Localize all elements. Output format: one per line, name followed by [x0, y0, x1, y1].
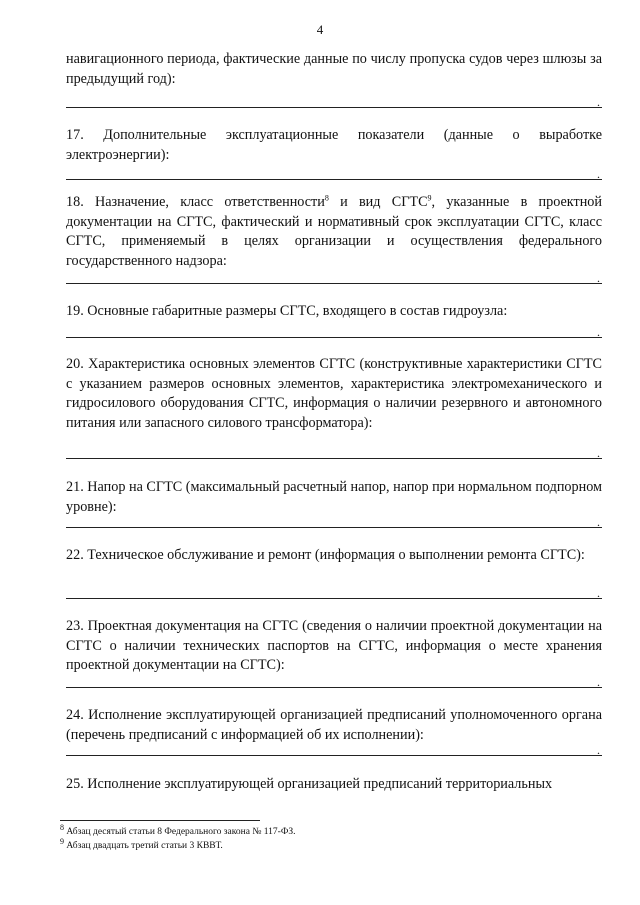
- paragraph-20: 20. Характеристика основных элементов СГТС (конструктивные характеристики СГТС с указанием размеров основных элементов, характеристика электромеханического и гидросилового оборудования СГТС, информация о наличии резервного и автономного питания или запасного силового трансформатора):: [66, 356, 602, 431]
- fill-line: [66, 687, 602, 688]
- paragraph-25: 25. Исполнение эксплуатирующей организацией предписаний территориальных: [66, 776, 553, 792]
- fill-line-end-mark: .: [597, 325, 600, 339]
- fill-line: [66, 283, 602, 284]
- fill-line: [66, 755, 602, 756]
- footnote-ref-8: 8: [324, 193, 329, 203]
- fill-line: [66, 458, 602, 459]
- fill-line-end-mark: .: [597, 271, 600, 285]
- paragraph-24: 24. Исполнение эксплуатирующей организацией предписаний уполномоченного органа (перечень предписаний с информацией об их исполнении):: [66, 707, 602, 743]
- page-number: 4: [316, 22, 324, 37]
- fill-line: [66, 598, 602, 599]
- paragraph-18-part-1: 18. Назначение, класс ответственности: [66, 194, 325, 210]
- fill-line: [66, 107, 602, 108]
- footnote-ref-9: 9: [427, 193, 432, 203]
- fill-line-end-mark: .: [597, 515, 600, 529]
- footnote-mark: 8: [60, 822, 64, 832]
- footnote-text: Абзац двадцать третий статьи 3 КВВТ.: [66, 841, 223, 851]
- fill-line: [66, 179, 602, 180]
- footnote-mark: 9: [60, 836, 64, 846]
- fill-line-end-mark: .: [597, 586, 600, 600]
- fill-line-end-mark: .: [597, 95, 600, 109]
- paragraph-17: 17. Дополнительные эксплуатационные показатели (данные о выработке электроэнергии):: [66, 127, 602, 163]
- fill-line: [66, 337, 602, 338]
- footnote-text: Абзац десятый статьи 8 Федерального закона № 117-ФЗ.: [66, 827, 296, 837]
- fill-line-end-mark: .: [597, 446, 600, 460]
- paragraph-18: [66, 193, 602, 271]
- paragraph-21: 21. Напор на СГТС (максимальный расчетный напор, напор при нормальном подпорном уровне):: [66, 479, 602, 515]
- footnote-separator: [60, 820, 260, 821]
- paragraph-19: 19. Основные габаритные размеры СГТС, входящего в состав гидроузла:: [66, 303, 508, 319]
- paragraph-18-part-3: , указанные в проектной документации на СГТС, фактический и нормативный срок эксплуатации СГТС, класс СГТС, применяемый в целях организации и осуществления федерального государственного надзора:: [66, 194, 602, 269]
- paragraph-22: 22. Техническое обслуживание и ремонт (информация о выполнении ремонта СГТС):: [66, 547, 585, 563]
- paragraph-23: 23. Проектная документация на СГТС (сведения о наличии проектной документации на СГТС о наличии технических паспортов на СГТС, информация о месте хранения проектной документации на СГТС):: [66, 618, 602, 673]
- fill-line: [66, 527, 602, 528]
- fill-line-end-mark: .: [597, 743, 600, 757]
- paragraph-18-part-2: и вид СГТС: [328, 194, 428, 210]
- paragraph-16-continuation: навигационного периода, фактические данные по числу пропуска судов через шлюзы за предыдущий год):: [66, 51, 602, 87]
- fill-line-end-mark: .: [597, 167, 600, 181]
- footnote-8: [60, 822, 296, 838]
- footnote-9: [60, 836, 223, 852]
- fill-line-end-mark: .: [597, 675, 600, 689]
